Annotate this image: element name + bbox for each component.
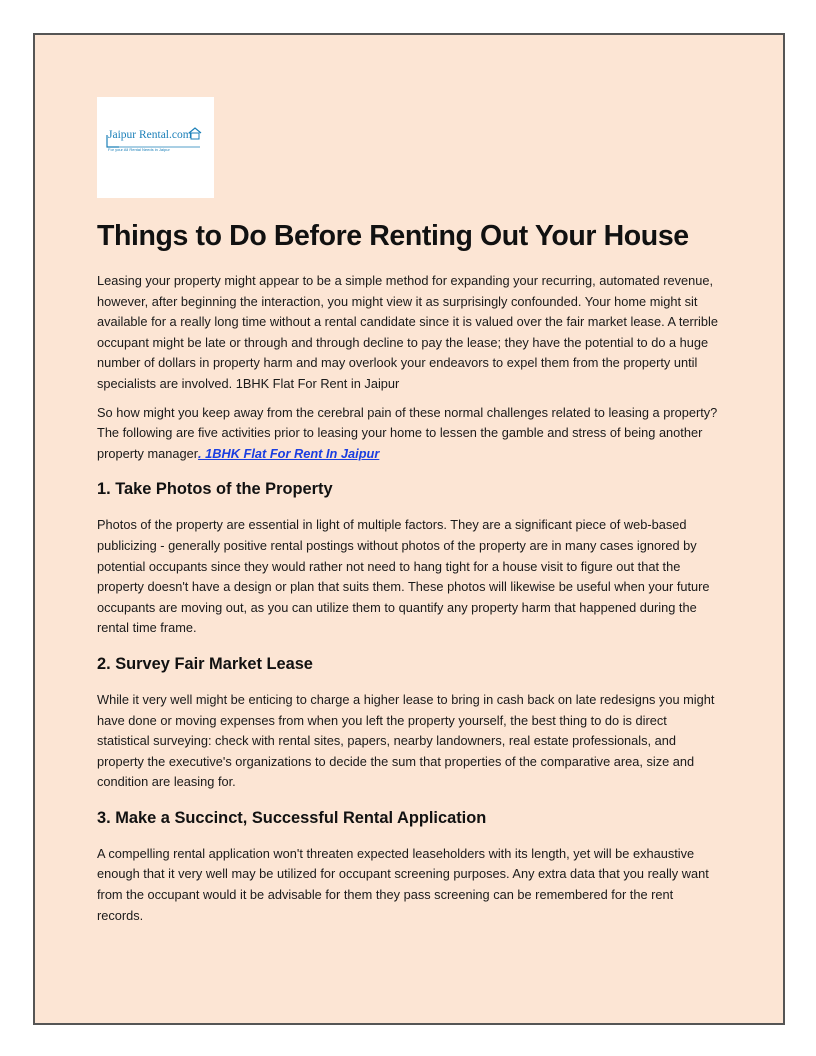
section-heading-photos: 1. Take Photos of the Property — [97, 480, 333, 499]
section-body-photos: Photos of the property are essential in light of multiple factors. They are a significant piece of web-based publicizing - generally positive rental postings without photos of the property are in many cases ignored by potential occupants since they would rather not need to hang tight for a house visit to figure out that the property doesn't have a design or plan that suits them. These photos will likewise be useful when your future occupants are moving out, as you can utilize them to quantify any property harm that happened during the rental time frame. — [97, 517, 710, 636]
document-page — [33, 33, 785, 1025]
intro-paragraph-1: Leasing your property might appear to be a simple method for expanding your recurring, automated revenue, however, after beginning the interaction, you might view it as surprisingly confounded. Your home might sit available for a really long time without a rental candidate since it is valued over the fair market lease. A terrible occupant might be late or through and through decline to pay the lease; they have the potential to do a huge number of dollars in property harm and may overlook your endeavors to expel them from the property until specialists are involved. 1BHK Flat For Rent in Jaipur — [97, 273, 718, 391]
intro-paragraph-2 — [97, 403, 719, 465]
section-heading-lease: 2. Survey Fair Market Lease — [97, 654, 313, 673]
document-content — [97, 97, 719, 926]
page-title: Things to Do Before Renting Out Your House — [97, 220, 689, 252]
rent-listing-link[interactable]: . 1BHK Flat For Rent In Jaipur — [198, 445, 380, 461]
logo-brand-text: Jaipur Rental.com — [108, 129, 192, 141]
company-logo — [97, 97, 214, 198]
section-heading-application: 3. Make a Succinct, Successful Rental Application — [97, 808, 487, 827]
logo-tagline: For your All Rental Needs in Jaipur — [108, 147, 170, 152]
section-body-application: A compelling rental application won't threaten expected leaseholders with its length, yet will be exhaustive enough that it very well may be utilized for occupant screening purposes. Any extra data that you really want from the occupant would it be advisable for them they pass screening can be remembered for the rent records. — [97, 845, 709, 923]
intro-paragraph-2-text: So how might you keep away from the cerebral pain of these normal challenges related to leasing a property? The following are five activities prior to leasing your home to lessen the gamble and stress of being another property manager — [97, 404, 718, 461]
section-body-lease: While it very well might be enticing to charge a higher lease to bring in cash back on late redesigns you might have done or moving expenses from when you left the property yourself, the best thing to do is direct statistical surveying: check with rental sites, papers, nearby landowners, real estate professionals, and property the executive's organizations to decide the sum that properties of the comparative area, size and condition are leasing for. — [97, 691, 715, 790]
